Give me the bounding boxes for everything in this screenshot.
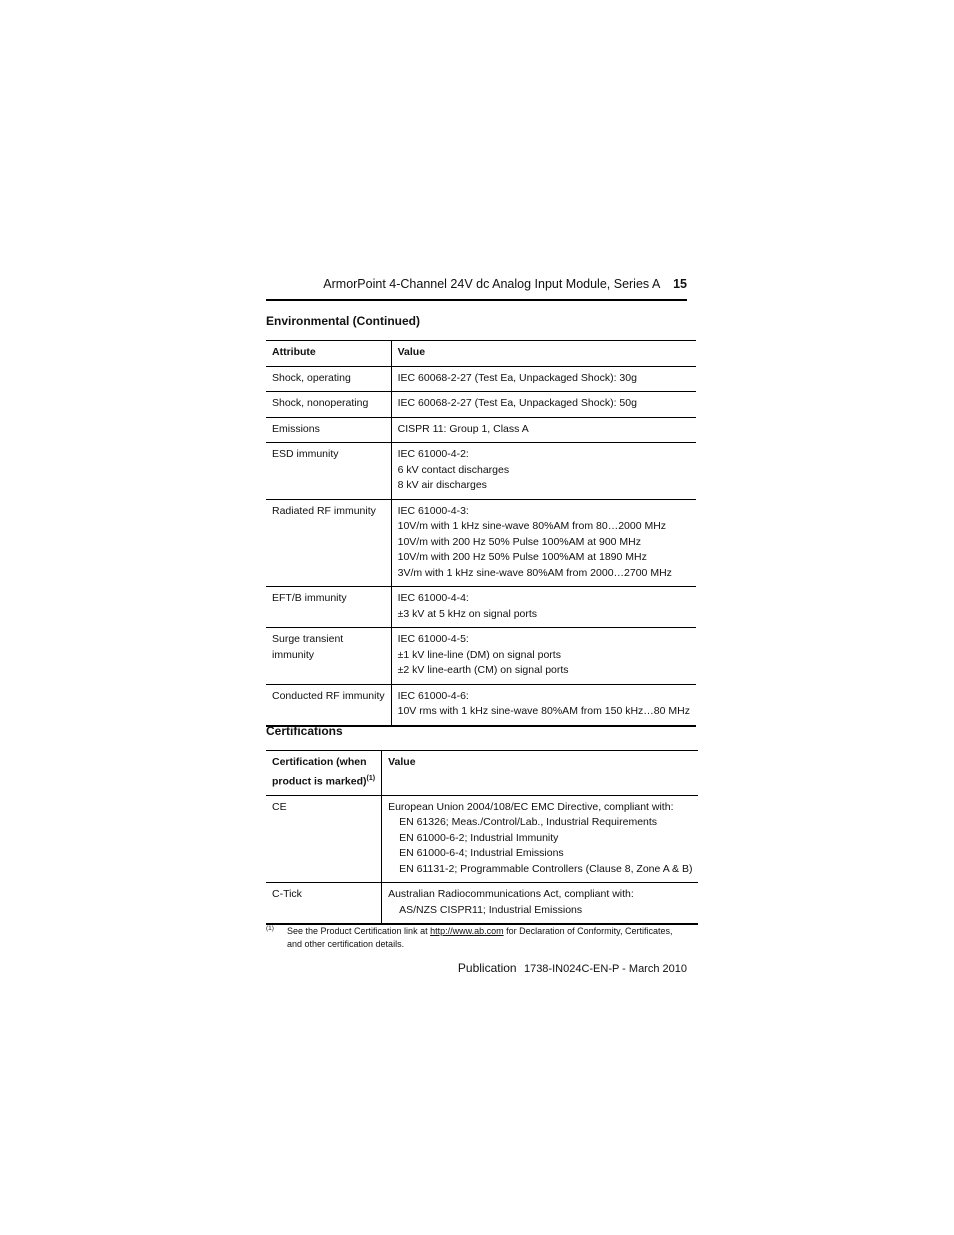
value-text: IEC 61000-4-3: [397, 504, 469, 517]
attribute-text: Surge transient [272, 633, 344, 645]
product-certification-link[interactable]: http://www.ab.com [430, 926, 504, 936]
value-text: IEC 61000-4-5: [397, 633, 469, 645]
value-text: 10V/m with 200 Hz 50% Pulse 100%AM at 1890 MHz [397, 551, 647, 563]
value-text: IEC 60068-2-27 (Test Ea, Unpackaged Shock): 50g [397, 397, 637, 409]
table-row [266, 628, 696, 685]
table-row [266, 684, 696, 726]
certification-name: CE [272, 800, 287, 813]
publication-footer [266, 961, 687, 975]
attribute-cell [266, 684, 391, 726]
footnote [266, 925, 687, 951]
certification-column-header [266, 751, 382, 796]
attribute-column-header: Attribute [266, 341, 391, 367]
attribute-text: Radiated RF immunity [272, 504, 376, 517]
running-header [266, 277, 687, 299]
attribute-cell [266, 628, 391, 685]
attribute-cell [266, 587, 391, 628]
value-text: IEC 61000-4-4: [397, 592, 469, 604]
value-cell [391, 366, 696, 392]
cert-standard: EN 61326; Meas./Control/Lab., Industrial Requirements [399, 816, 658, 828]
value-text: 8 kV air discharges [397, 479, 487, 491]
certifications-table-body [266, 795, 698, 924]
table-row [266, 587, 696, 628]
cert-standard: EN 61131-2; Programmable Controllers (Clause 8, Zone A & B) [399, 862, 693, 875]
environmental-table-body [266, 366, 696, 726]
environmental-table [266, 340, 696, 727]
table-row [266, 366, 696, 392]
value-text: IEC 60068-2-27 (Test Ea, Unpackaged Shock): 30g [397, 371, 637, 384]
value-text: ±3 kV at 5 kHz on signal ports [397, 607, 538, 620]
footnote-text-before: See the Product Certification link at [287, 926, 431, 936]
header-rule [266, 299, 687, 301]
value-cell [391, 587, 696, 628]
certification-header-line-1: Certification (when [272, 756, 367, 768]
cert-intro: Australian Radiocommunications Act, compliant with: [388, 888, 634, 900]
environmental-section-title: Environmental (Continued) [266, 314, 420, 328]
value-text: 6 kV contact discharges [397, 463, 510, 476]
value-column-header: Value [397, 346, 426, 358]
cert-value-cell [382, 883, 699, 925]
value-cell [391, 628, 696, 685]
cert-intro: European Union 2004/108/EC EMC Directive, compliant with: [388, 800, 674, 813]
footnote-text-after: for Declaration of Conformity, Certificates, and other certification details. [287, 926, 673, 949]
certification-header-line-2: product is marked) [272, 775, 367, 787]
table-row [266, 795, 698, 883]
value-text: ±2 kV line-earth (CM) on signal ports [397, 664, 569, 676]
attribute-text: Shock, nonoperating [272, 397, 369, 409]
table-row [266, 499, 696, 587]
value-text: 10V rms with 1 kHz sine-wave 80%AM from 150 kHz…80 MHz [397, 705, 690, 717]
attribute-text: immunity [272, 648, 315, 661]
value-cell [391, 392, 696, 418]
value-text: 10V/m with 200 Hz 50% Pulse 100%AM at 900 MHz [397, 535, 641, 548]
value-cell [391, 684, 696, 726]
certification-cell [266, 883, 382, 925]
publication-number: 1738-IN024C-EN-P - March 2010 [523, 963, 687, 975]
attribute-text: Emissions [272, 422, 320, 435]
certifications-section-title: Certifications [266, 724, 343, 738]
value-text: 10V/m with 1 kHz sine-wave 80%AM from 80…2000 MHz [397, 520, 667, 532]
publication-label: Publication [457, 961, 517, 975]
attribute-text: ESD immunity [272, 448, 339, 460]
attribute-cell [266, 417, 391, 443]
table-row [266, 443, 696, 500]
cert-standard: EN 61000-6-2; Industrial Immunity [399, 831, 559, 844]
cert-standard: AS/NZS CISPR11; Industrial Emissions [399, 903, 583, 916]
certifications-table [266, 750, 698, 925]
value-cell [391, 443, 696, 500]
attribute-cell [266, 499, 391, 587]
certification-name: C-Tick [272, 888, 302, 900]
table-row [266, 392, 696, 418]
value-text: IEC 61000-4-6: [397, 689, 469, 702]
certification-cell [266, 795, 382, 883]
table-row [266, 417, 696, 443]
cert-value-column-header: Value [388, 756, 416, 768]
environmental-table-header [266, 341, 696, 367]
value-cell [391, 417, 696, 443]
value-text: CISPR 11: Group 1, Class A [397, 422, 529, 435]
value-cell [391, 499, 696, 587]
attribute-text: Conducted RF immunity [272, 689, 385, 702]
footnote-reference: (1) [366, 774, 376, 782]
certifications-table-header [266, 751, 698, 796]
attribute-text: EFT/B immunity [272, 592, 347, 604]
page-number: 15 [673, 277, 687, 291]
value-text: ±1 kV line-line (DM) on signal ports [397, 648, 561, 661]
table-row [266, 883, 698, 925]
document-title: ArmorPoint 4-Channel 24V dc Analog Input Module, Series A [323, 277, 660, 291]
footnote-mark: (1) [266, 925, 274, 932]
value-text: IEC 61000-4-2: [397, 448, 469, 460]
attribute-cell [266, 443, 391, 500]
cert-value-cell [382, 795, 699, 883]
attribute-cell [266, 366, 391, 392]
cert-standard: EN 61000-6-4; Industrial Emissions [399, 847, 564, 859]
value-text: 3V/m with 1 kHz sine-wave 80%AM from 2000…2700 MHz [397, 566, 672, 579]
attribute-cell [266, 392, 391, 418]
attribute-text: Shock, operating [272, 371, 351, 384]
